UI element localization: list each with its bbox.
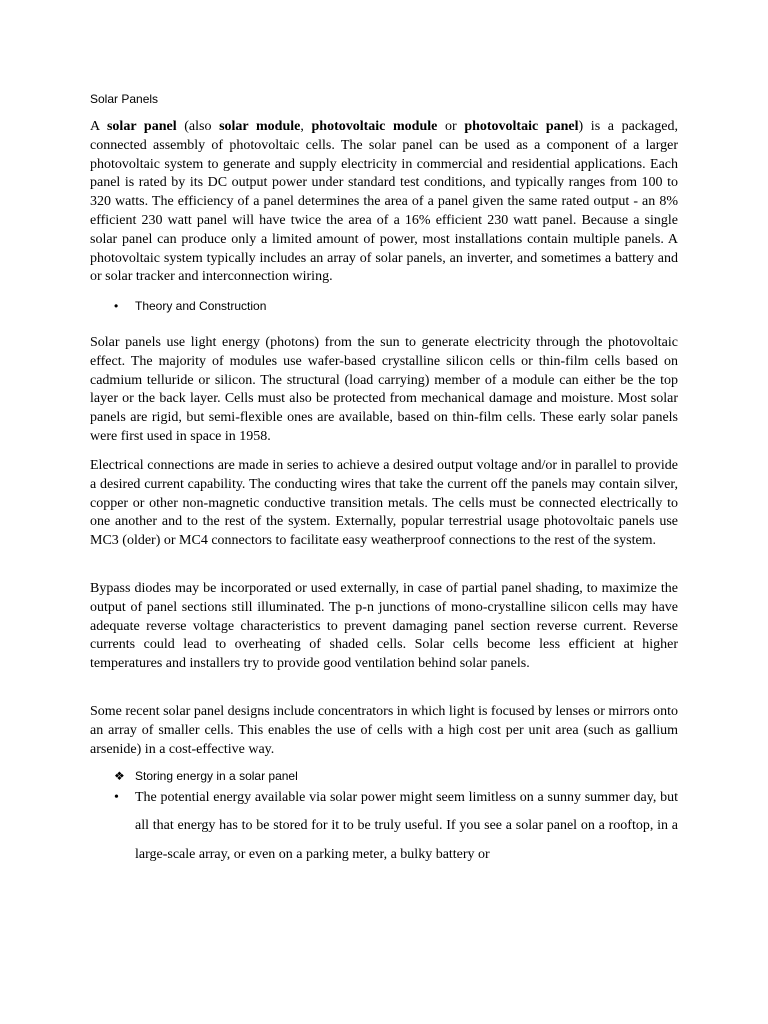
term-photovoltaic-panel: photovoltaic panel — [464, 119, 579, 134]
bullet-icon: • — [114, 299, 119, 313]
paragraph-theory-4: Some recent solar panel designs include concentrators in which light is focused by lenses or mirrors onto an array of smaller cells. This enables the use of cells with a high cost per unit area (such as gallium arsenide) in a cost-effective way. — [90, 704, 678, 757]
paragraph-theory-1: Solar panels use light energy (photons) from the sun to generate electricity through the photovoltaic effect. The majority of modules use wafer-based crystalline silicon cells or thin-film cells based on cadmium telluride or silicon. The structural (load carrying) member of a module can either be the top layer or the back layer. Cells must also be protected from mechanical damage and moisture. Most solar panels are rigid, but semi-flexible ones are available, based on thin-film cells. These early solar panels were first used in space in 1958. — [90, 335, 678, 444]
paragraph-theory-3: Bypass diodes may be incorporated or used externally, in case of partial panel shading, to maximize the output of panel sections still illuminated. The p-n junctions of mono-crystalline silicon cells may have adequate reverse voltage characteristics to prevent damaging panel section reverse current. Reverse currents could lead to overheating of shaded cells. Solar cells become less efficient at higher temperatures and installers try to provide good ventilation behind solar panels. — [90, 581, 678, 672]
term-solar-panel: solar panel — [106, 119, 177, 134]
section-heading-text: Storing energy in a solar panel — [135, 769, 298, 783]
term-photovoltaic-module: photovoltaic module — [311, 119, 438, 134]
term-solar-module: solar module — [219, 119, 301, 134]
list-item: • The potential energy available via solar power might seem limitless on a sunny summer day, but all that energy has to be stored for it to be truly useful. If you see a solar panel on a rooftop, in a large-scale array, or even on a parking meter, a bulky battery or — [135, 784, 678, 869]
bullet-icon: • — [114, 790, 119, 805]
paragraph-theory-2: Electrical connections are made in series to achieve a desired output voltage and/or in parallel to provide a desired current capability. The conducting wires that take the current off the panels may contain silver, copper or other non-magnetic conductive transition metals. The cells must be connected electrically to one another and to the rest of the system. Externally, popular terrestrial usage photovoltaic panels use MC3 (older) or MC4 connectors to facilitate easy weatherproof connections to the rest of the system. — [90, 458, 678, 549]
intro-paragraph: A solar panel (also solar module, photovoltaic module or photovoltaic panel) is a packaged, connected assembly of photovoltaic cells. The solar panel can be used as a component of a larger photovoltaic system to generate and supply electricity in commercial and residential applications. Each panel is rated by its DC output power under standard test conditions, and typically ranges from 100 to 320 watts. The efficiency of a panel determines the area of a panel given the same rated output - an 8% efficient 230 watt panel will have twice the area of a 16% efficient 230 watt panel. Because a single solar panel can produce only a limited amount of power, most installations contain multiple panels. A photovoltaic system typically includes an array of solar panels, an inverter, and sometimes a battery and or solar tracker and interconnection wiring. — [90, 119, 678, 285]
section-heading-text: Theory and Construction — [135, 299, 267, 313]
diamond-bullet-icon: ❖ — [114, 769, 125, 783]
document-title: Solar Panels — [90, 92, 159, 106]
